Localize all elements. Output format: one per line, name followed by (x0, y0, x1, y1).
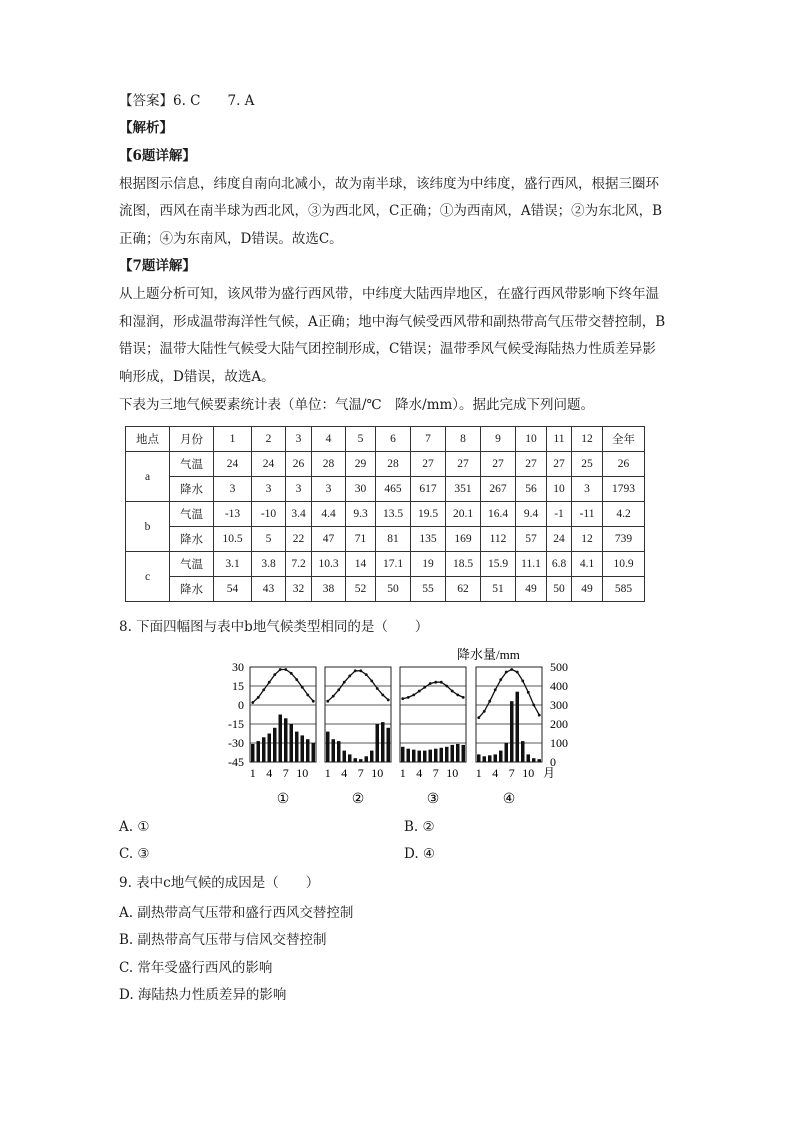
temperature-point (370, 680, 373, 683)
table-cell: 6.8 (547, 552, 572, 577)
precip-bar (387, 728, 391, 762)
answer-line: 【答案】6. C 7. A (119, 93, 255, 109)
q9-option-a[interactable]: A. 副热带高气压带和盛行西风交替控制 (119, 905, 354, 921)
table-cell: 15.9 (481, 552, 516, 577)
q9-option-c[interactable]: C. 常年受盛行西风的影响 (119, 960, 273, 976)
temperature-point (387, 699, 390, 702)
header-cell: 10 (516, 427, 547, 452)
temperature-point (494, 688, 497, 691)
month-tick-label: 10 (296, 766, 309, 780)
temperature-point (273, 673, 276, 676)
precip-bar (532, 758, 536, 762)
precip-bar (456, 744, 460, 762)
table-cell: 24 (252, 452, 286, 477)
month-tick-label: 10 (522, 766, 535, 780)
table-cell: 10.3 (312, 552, 346, 577)
temperature-point (257, 696, 260, 699)
temperature-point (412, 693, 415, 696)
month-tick-label: 1 (475, 766, 482, 780)
place-cell: c (126, 552, 170, 602)
precip-bar (301, 735, 305, 762)
temperature-point (499, 678, 502, 681)
temperature-point (423, 686, 426, 689)
temperature-point (445, 685, 448, 688)
precip-axis-title: 降水量/mm (457, 647, 520, 662)
temperature-point (510, 668, 513, 671)
table-cell: 28 (376, 452, 411, 477)
temperature-point (268, 681, 271, 684)
element-label: 气温 (170, 452, 214, 477)
element-label: 降水 (170, 477, 214, 502)
precip-bar (376, 724, 380, 762)
panel-label: ① (276, 792, 290, 807)
header-cell: 7 (411, 427, 446, 452)
element-label: 气温 (170, 552, 214, 577)
place-cell: a (126, 452, 170, 502)
table-cell: 13.5 (376, 502, 411, 527)
precip-bar (505, 743, 509, 762)
table-cell: 3 (312, 477, 346, 502)
temperature-point (290, 672, 293, 675)
analysis-label: 【解析】 (119, 120, 173, 136)
precip-bar (279, 715, 283, 763)
precip-bar (418, 751, 422, 762)
precip-bar (434, 749, 438, 762)
temperature-point (451, 690, 454, 693)
precip-bar (412, 750, 416, 762)
element-label: 降水 (170, 577, 214, 602)
temperature-line (403, 682, 464, 699)
temperature-point (532, 704, 535, 707)
precip-bar (354, 758, 358, 762)
temperature-point (462, 696, 465, 699)
table-cell: 4.2 (603, 502, 645, 527)
q8-stem: 8. 下面四幅图与表中b地气候类型相同的是（ ） (119, 619, 429, 635)
precip-bar (284, 718, 288, 762)
precip-bar (440, 748, 444, 762)
table-cell: 739 (603, 527, 645, 552)
temperature-point (521, 680, 524, 683)
temperature-point (348, 674, 351, 677)
table-cell: 1793 (603, 477, 645, 502)
table-cell: 14 (346, 552, 376, 577)
precip-bar (257, 741, 261, 762)
temperature-line (479, 670, 540, 718)
temperature-point (284, 668, 287, 671)
temperature-point (279, 668, 282, 671)
header-cell: 6 (376, 427, 411, 452)
month-tick-label: 1 (399, 766, 406, 780)
temperature-point (488, 700, 491, 703)
temp-tick-label: 0 (238, 698, 244, 712)
precip-bar (337, 741, 341, 762)
temperature-point (354, 669, 357, 672)
header-cell: 4 (312, 427, 346, 452)
month-tick-label: 7 (282, 766, 289, 780)
table-cell: -1 (547, 502, 572, 527)
q6-detail-label: 【6题详解】 (119, 148, 196, 164)
q9-option-b[interactable]: B. 副热带高气压带与信风交替控制 (119, 932, 327, 948)
table-cell: 135 (411, 527, 446, 552)
temperature-point (365, 673, 368, 676)
table-cell: 10 (547, 477, 572, 502)
temperature-point (326, 700, 329, 703)
temp-tick-label: -45 (228, 755, 244, 769)
table-cell: 49 (516, 577, 547, 602)
temperature-point (343, 681, 346, 684)
temperature-point (376, 687, 379, 690)
table-cell: 11.1 (516, 552, 547, 577)
temperature-point (306, 693, 309, 696)
temperature-point (418, 690, 421, 693)
temp-tick-label: 15 (232, 679, 244, 693)
table-cell: 43 (252, 577, 286, 602)
precip-bar (483, 756, 487, 762)
temp-tick-label: -15 (228, 717, 244, 731)
table-cell: 71 (346, 527, 376, 552)
table-row (126, 527, 645, 552)
header-cell: 12 (572, 427, 603, 452)
month-tick-label: 1 (249, 766, 256, 780)
q8-option-a[interactable]: A. ① (119, 819, 150, 835)
table-cell: 10.9 (603, 552, 645, 577)
table-cell: 49 (572, 577, 603, 602)
precip-tick-label: 200 (550, 717, 568, 731)
panel-label: ④ (502, 792, 516, 807)
table-cell: 30 (346, 477, 376, 502)
temperature-point (359, 669, 362, 672)
precip-bar (290, 724, 294, 762)
precip-tick-label: 300 (550, 698, 568, 712)
table-cell: 4.1 (572, 552, 603, 577)
month-tick-label: 4 (266, 766, 273, 780)
table-cell: 3.1 (214, 552, 252, 577)
table-cell: 3 (286, 477, 312, 502)
q8-option-d[interactable]: D. ④ (404, 846, 436, 862)
q7-text-line: 错误；温带大陆性气候受大陆气团控制形成，C错误；温带季风气候受海陆热力性质差异影 (119, 341, 656, 357)
q7-text-line: 和湿润，形成温带海洋性气候，A正确；地中海气候受西风带和副热带高气压带交替控制，B (119, 314, 666, 330)
precip-bar (516, 692, 520, 762)
precip-bar (462, 745, 466, 762)
precip-bar (401, 747, 405, 762)
table-cell: 465 (376, 477, 411, 502)
precip-bar (348, 754, 352, 762)
climate-charts (220, 642, 590, 812)
header-month: 月份 (170, 427, 214, 452)
temperature-point (538, 714, 541, 717)
table-cell: 10.5 (214, 527, 252, 552)
temperature-point (429, 682, 432, 685)
precip-bar (326, 732, 330, 762)
table-cell: 9.3 (346, 502, 376, 527)
month-tick-label: 10 (371, 766, 384, 780)
table-cell: 55 (411, 577, 446, 602)
table-cell: 5 (252, 527, 286, 552)
table-cell: 3 (214, 477, 252, 502)
table-cell: 19.5 (411, 502, 446, 527)
precip-bar (381, 722, 385, 762)
table-cell: 81 (376, 527, 411, 552)
header-cell: 1 (214, 427, 252, 452)
precip-bar (343, 751, 347, 762)
table-cell: 3 (572, 477, 603, 502)
precip-bar (306, 739, 310, 762)
header-cell: 8 (446, 427, 481, 452)
month-tick-label: 4 (341, 766, 348, 780)
precip-bar (251, 744, 255, 762)
table-cell: 585 (603, 577, 645, 602)
table-cell: 32 (286, 577, 312, 602)
table-cell: 27 (411, 452, 446, 477)
table-row (126, 552, 645, 577)
table-cell: 27 (481, 452, 516, 477)
temperature-point (434, 681, 437, 684)
precip-bar (365, 756, 369, 762)
month-tick-label: 4 (492, 766, 499, 780)
table-cell: 51 (481, 577, 516, 602)
temperature-point (401, 697, 404, 700)
precip-bar (262, 737, 266, 762)
month-tick-label: 7 (432, 766, 439, 780)
temperature-point (477, 716, 480, 719)
table-row (126, 502, 645, 527)
chart-frame (476, 667, 542, 762)
month-tick-label: 10 (446, 766, 459, 780)
precip-bar (312, 743, 316, 762)
table-cell: 29 (346, 452, 376, 477)
precip-tick-label: 400 (550, 679, 568, 693)
climate-table (125, 426, 645, 602)
precip-tick-label: 0 (550, 755, 556, 769)
temperature-point (483, 710, 486, 713)
precip-bar (477, 754, 481, 762)
q9-stem: 9. 表中c地气候的成因是（ ） (119, 875, 320, 891)
table-cell: 9.4 (516, 502, 547, 527)
table-cell: 22 (286, 527, 312, 552)
table-row (126, 477, 645, 502)
table-cell: 617 (411, 477, 446, 502)
table-cell: 62 (446, 577, 481, 602)
q7-text-line: 从上题分析可知，该风带为盛行西风带，中纬度大陆西岸地区，在盛行西风带影响下终年温 (119, 286, 659, 302)
header-place: 地点 (126, 427, 170, 452)
panel-label: ② (351, 792, 365, 807)
q6-text-line: 根据图示信息，纬度自南向北减小，故为南半球，该纬度为中纬度，盛行西风，根据三圈环 (119, 176, 659, 192)
temperature-point (381, 693, 384, 696)
temperature-point (407, 696, 410, 699)
table-cell: -10 (252, 502, 286, 527)
temperature-point (516, 671, 519, 674)
precip-bar (423, 751, 427, 762)
temperature-point (312, 700, 315, 703)
table-cell: 52 (346, 577, 376, 602)
q6-text-line: 正确；④为东南风，D错误。故选C。 (119, 231, 343, 247)
header-cell: 11 (547, 427, 572, 452)
table-cell: 12 (572, 527, 603, 552)
table-cell: 27 (446, 452, 481, 477)
precip-bar (451, 745, 455, 762)
temperature-point (440, 681, 443, 684)
precip-bar (332, 739, 336, 762)
table-cell: 3.4 (286, 502, 312, 527)
precip-bar (407, 749, 411, 762)
precip-bar (488, 755, 492, 762)
table-row (126, 577, 645, 602)
temperature-point (337, 688, 340, 691)
element-label: 气温 (170, 502, 214, 527)
precip-bar (370, 751, 374, 762)
table-cell: 26 (603, 452, 645, 477)
q7-detail-label: 【7题详解】 (119, 258, 196, 274)
table-cell: 56 (516, 477, 547, 502)
table-cell: 54 (214, 577, 252, 602)
precip-bar (527, 754, 531, 762)
temperature-point (332, 695, 335, 698)
table-cell: 169 (446, 527, 481, 552)
precip-bar (295, 732, 299, 762)
table-cell: 3.8 (252, 552, 286, 577)
table-cell: 47 (312, 527, 346, 552)
temperature-point (251, 701, 254, 704)
temp-tick-label: -30 (228, 736, 244, 750)
q9-option-d[interactable]: D. 海陆热力性质差异的影响 (119, 987, 287, 1003)
month-tick-label: 7 (357, 766, 364, 780)
q6-text-line: 流图，西风在南半球为西北风，③为西北风，C正确；①为西南风，A错误；②为东北风，B (119, 203, 662, 219)
header-cell: 3 (286, 427, 312, 452)
panel-label: ③ (426, 792, 440, 807)
q8-option-c[interactable]: C. ③ (119, 846, 150, 862)
header-cell: 5 (346, 427, 376, 452)
table-cell: 3 (252, 477, 286, 502)
temperature-point (527, 691, 530, 694)
month-tick-label: 7 (508, 766, 515, 780)
table-cell: 17.1 (376, 552, 411, 577)
table-intro: 下表为三地气候要素统计表（单位：气温/℃ 降水/mm）。据此完成下列问题。 (119, 397, 595, 413)
header-cell: 9 (481, 427, 516, 452)
table-cell: 50 (376, 577, 411, 602)
table-cell: -11 (572, 502, 603, 527)
q8-option-b[interactable]: B. ② (404, 819, 435, 835)
table-cell: -13 (214, 502, 252, 527)
table-cell: 24 (214, 452, 252, 477)
table-row (126, 452, 645, 477)
precip-bar (538, 759, 542, 762)
month-tick-label: 1 (324, 766, 331, 780)
precip-bar (359, 759, 363, 762)
q7-text-line: 响形成，D错误，故选A。 (119, 369, 275, 385)
precip-bar (521, 741, 525, 762)
temperature-point (456, 693, 459, 696)
precip-bar (494, 754, 498, 762)
precip-bar (510, 701, 514, 762)
precip-bar (273, 728, 277, 762)
table-cell: 19 (411, 552, 446, 577)
element-label: 降水 (170, 527, 214, 552)
table-cell: 24 (547, 527, 572, 552)
table-cell: 351 (446, 477, 481, 502)
table-header-row (126, 427, 645, 452)
header-cell: 全年 (603, 427, 645, 452)
table-cell: 112 (481, 527, 516, 552)
table-cell: 27 (547, 452, 572, 477)
precip-tick-label: 100 (550, 736, 568, 750)
table-cell: 267 (481, 477, 516, 502)
month-unit-label: 月 (543, 766, 556, 780)
temperature-point (505, 671, 508, 674)
table-cell: 50 (547, 577, 572, 602)
temperature-point (262, 688, 265, 691)
precip-bar (429, 750, 433, 762)
table-cell: 7.2 (286, 552, 312, 577)
precip-bar (268, 734, 272, 763)
table-cell: 25 (572, 452, 603, 477)
table-cell: 20.1 (446, 502, 481, 527)
table-cell: 16.4 (481, 502, 516, 527)
temperature-point (301, 686, 304, 689)
table-cell: 28 (312, 452, 346, 477)
temperature-point (295, 678, 298, 681)
table-cell: 4.4 (312, 502, 346, 527)
table-cell: 18.5 (446, 552, 481, 577)
precip-tick-label: 500 (550, 660, 568, 674)
header-cell: 2 (252, 427, 286, 452)
table-cell: 57 (516, 527, 547, 552)
table-cell: 26 (286, 452, 312, 477)
table-cell: 27 (516, 452, 547, 477)
table-cell: 38 (312, 577, 346, 602)
precip-bar (499, 751, 503, 762)
precip-bar (445, 747, 449, 762)
place-cell: b (126, 502, 170, 552)
temp-tick-label: 30 (232, 660, 244, 674)
month-tick-label: 4 (416, 766, 423, 780)
